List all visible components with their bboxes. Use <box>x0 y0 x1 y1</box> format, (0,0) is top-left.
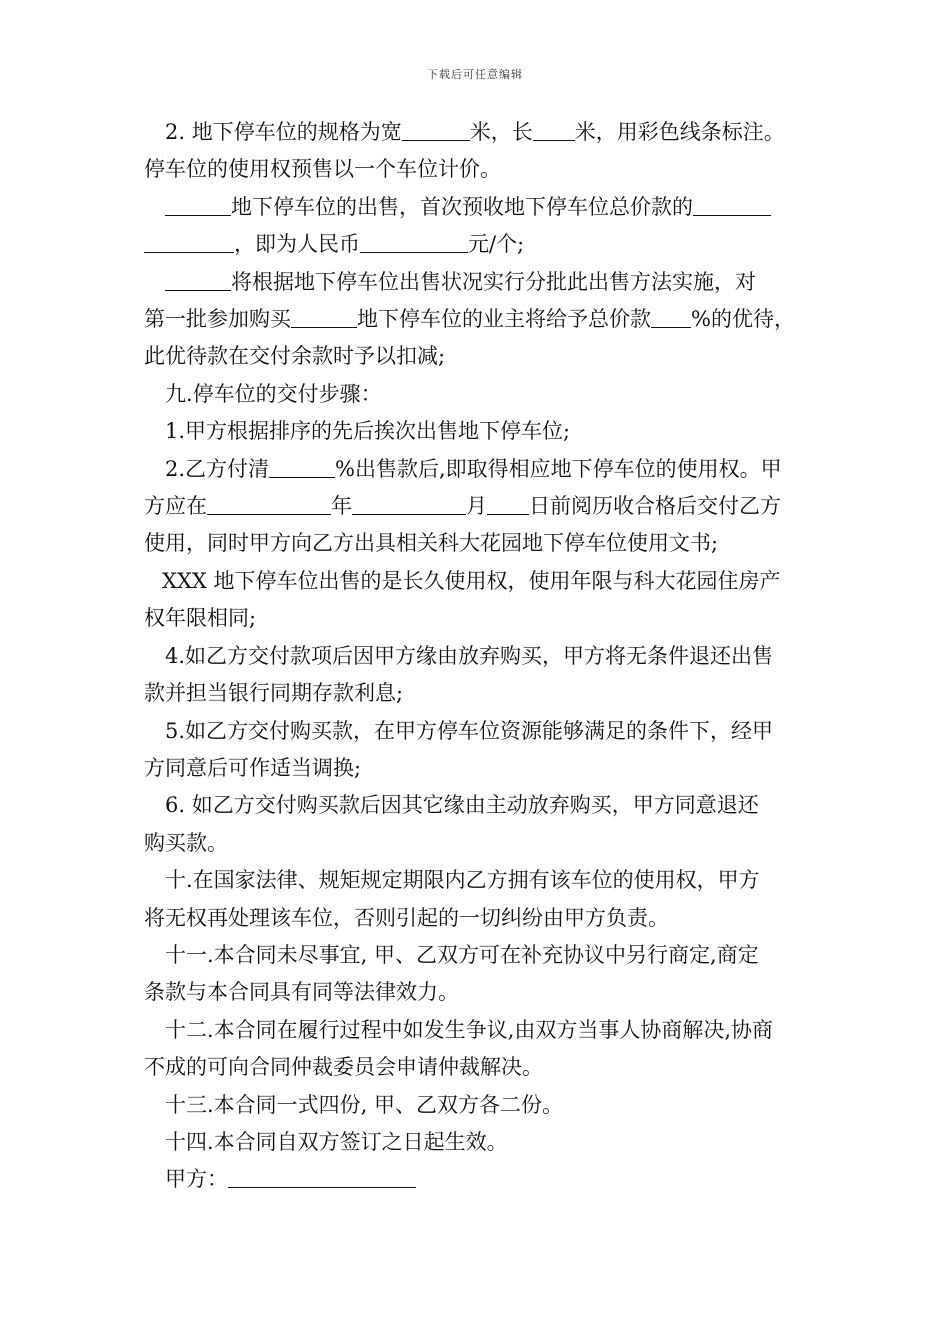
fill-in-blank[interactable] <box>352 495 466 515</box>
text-segment: 十.在国家法律、规矩规定期限内乙方拥有该车位的使用权，甲方 <box>165 868 760 893</box>
text-line <box>144 713 816 750</box>
text-segment: 地下停车位的业主将给予总价款 <box>357 307 651 332</box>
text-line <box>144 1161 816 1198</box>
text-segment: 2. 地下停车位的规格为宽 <box>165 120 402 144</box>
text-segment: 十四.本合同自双方签订之日起生效。 <box>165 1129 508 1154</box>
fill-in-blank[interactable] <box>144 233 234 253</box>
text-segment: 1.甲方根据排序的先后挨次出售地下停车位; <box>165 419 571 444</box>
text-segment: 第一批参加购买 <box>144 307 291 332</box>
text-line <box>144 750 816 787</box>
text-segment: 购买款。 <box>144 830 228 855</box>
fill-in-blank[interactable] <box>487 495 529 515</box>
text-segment: 九.停车位的交付步骤： <box>165 381 382 406</box>
text-segment: 十二.本合同在履行过程中如发生争议,由双方当事人协商解决,协商 <box>165 1017 774 1042</box>
page-header: 下载后可任意编辑 <box>427 68 523 81</box>
text-line <box>144 825 816 862</box>
text-segment: 权年限相同; <box>144 606 257 631</box>
text-segment: 4.如乙方交付款项后因甲方缘由放弃购买，甲方将无条件退还出售 <box>165 643 774 668</box>
text-line <box>144 413 816 450</box>
text-segment: 方应在 <box>144 494 207 519</box>
text-segment: 甲方： <box>165 1167 228 1192</box>
text-segment: 将无权再处理该车位，否则引起的一切纠纷由甲方负责。 <box>144 905 669 930</box>
text-segment: 5.如乙方交付购买款，在甲方停车位资源能够满足的条件下，经甲 <box>165 718 774 743</box>
text-line <box>144 1012 816 1049</box>
text-segment: 十一.本合同未尽事宜, 甲、乙双方可在补充协议中另行商定,商定 <box>165 942 759 967</box>
text-segment: 米，长 <box>469 120 533 144</box>
text-segment: 地下停车位的出售，首次预收地下停车位总价款的 <box>231 194 693 219</box>
fill-in-blank[interactable] <box>228 1168 416 1188</box>
text-line <box>144 675 816 712</box>
text-line <box>144 451 816 488</box>
text-segment: 2.乙方付清 <box>165 456 270 481</box>
text-line <box>144 937 816 974</box>
text-line <box>144 638 816 675</box>
text-segment: 元/个; <box>468 232 525 257</box>
text-line <box>144 189 816 226</box>
text-line <box>144 600 816 637</box>
text-segment: 月 <box>466 494 487 519</box>
text-line <box>144 226 816 263</box>
fill-in-blank[interactable] <box>693 196 771 216</box>
text-segment: 方同意后可作适当调换; <box>144 755 362 780</box>
text-line <box>144 862 816 899</box>
text-segment: %出售款后,即取得相应地下停车位的使用权。甲 <box>335 456 782 481</box>
text-line <box>144 264 816 301</box>
fill-in-blank[interactable] <box>402 121 470 141</box>
text-line <box>144 301 816 338</box>
contract-body <box>144 114 816 1199</box>
fill-in-blank[interactable] <box>207 495 331 515</box>
text-segment: 年 <box>331 494 352 519</box>
text-segment: 米，用彩色线条标注。 <box>574 120 785 144</box>
text-line <box>144 114 816 151</box>
text-line <box>144 1049 816 1086</box>
text-line <box>144 525 816 562</box>
text-line <box>144 563 816 600</box>
fill-in-blank[interactable] <box>165 196 231 216</box>
text-segment: 款并担当银行同期存款利息; <box>144 681 404 706</box>
text-line <box>144 338 816 375</box>
text-line <box>144 974 816 1011</box>
fill-in-blank[interactable] <box>269 458 335 478</box>
text-line <box>144 900 816 937</box>
text-line <box>144 1124 816 1161</box>
text-segment: 条款与本合同具有同等法律效力。 <box>144 980 459 1005</box>
text-line <box>144 1087 816 1124</box>
text-line <box>144 787 816 824</box>
text-segment: 十三.本合同一式四份, 甲、乙双方各二份。 <box>165 1092 564 1117</box>
text-segment: 使用，同时甲方向乙方出具相关科大花园地下停车位使用文书; <box>144 531 719 556</box>
text-segment: 不成的可向合同仲裁委员会申请仲裁解决。 <box>144 1055 543 1080</box>
text-segment: ，即为人民币 <box>234 232 360 257</box>
text-segment: 6. 如乙方交付购买款后因其它缘由主动放弃购买，甲方同意退还 <box>165 793 759 818</box>
text-line <box>144 488 816 525</box>
fill-in-blank[interactable] <box>165 271 231 291</box>
text-segment: XXX 地下停车位出售的是长久使用权，使用年限与科大花园住房产 <box>162 568 781 593</box>
text-segment: 此优待款在交付余款时予以扣减; <box>144 344 446 369</box>
text-segment: %的优待， <box>691 307 795 332</box>
fill-in-blank[interactable] <box>533 121 575 141</box>
fill-in-blank[interactable] <box>291 308 357 328</box>
text-line <box>144 376 816 413</box>
text-line <box>144 151 816 188</box>
text-segment: 停车位的使用权预售以一个车位计价。 <box>144 157 501 182</box>
fill-in-blank[interactable] <box>360 233 468 253</box>
text-segment: 日前阅历收合格后交付乙方 <box>529 494 781 519</box>
text-segment: 将根据地下停车位出售状况实行分批此出售方法实施，对 <box>231 269 756 294</box>
fill-in-blank[interactable] <box>651 308 691 328</box>
